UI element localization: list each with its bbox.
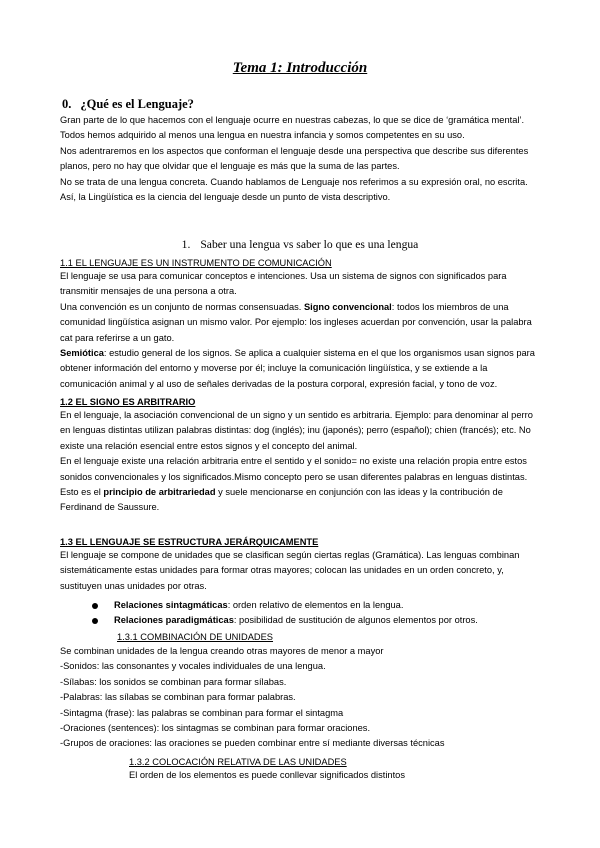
paragraph: Gran parte de lo que hacemos con el lenguaje ocurre en nuestras cabezas, lo que se dice de ‘gramática mental’. Todos hemos adquirido al menos una lengua en nuestra infancia y somos competentes en su uso. xyxy=(60,115,525,141)
list-item xyxy=(92,613,542,628)
paragraph: Así, la Lingüística es la ciencia del lenguaje desde un punto de vista descriptivo. xyxy=(60,192,391,203)
section-1-title: Saber una lengua vs saber lo que es una lengua xyxy=(200,238,419,251)
section-1-number: 1. xyxy=(181,238,191,251)
section-1-1-body xyxy=(60,269,540,392)
section-1-heading xyxy=(0,238,600,251)
section-1-2-body xyxy=(60,408,540,516)
section-1-1-heading: 1.1 EL LENGUAJE ES UN INSTRUMENTO DE COMUNICACIÓN xyxy=(60,258,332,268)
section-1-3-1-heading: 1.3.1 COMBINACIÓN DE UNIDADES xyxy=(117,632,274,642)
page-title: Tema 1: Introducción xyxy=(232,60,368,76)
list-line: -Sonidos: las consonantes y vocales individuales de una lengua. xyxy=(60,661,326,672)
list-item xyxy=(92,598,542,613)
section-1-3-1-body xyxy=(60,644,540,752)
paragraph xyxy=(60,346,540,392)
paragraph: El lenguaje se compone de unidades que se clasifican según ciertas reglas (Gramática). Las lenguas combinan sistemáticamente estas unidades para formar otras mayores; colocan las unidades en un orden concreto, y, sustituyen unas unidades por otras. xyxy=(60,550,520,591)
paragraph: En el lenguaje, la asociación convencional de un signo y un sentido es arbitraria. Ejemplo: para denominar al perro en lenguas distintas utilizan palabras distintas: dog (inglés); inu (japonés); perro (español); chien (francés); etc. No existe una relación esencial entre estos signos y el concepto del animal. xyxy=(60,410,533,451)
text-run: Una convención es un conjunto de normas consensuadas. xyxy=(60,301,304,312)
paragraph: En el lenguaje existe una relación arbitraria entre el sentido y el sonido= no existe una relación propia entre estos sonidos convencionales y los significados.Mismo concepto pero se usan diferentes palabras en lenguas distintas. xyxy=(60,456,528,482)
section-1-3-2-body: El orden de los elementos es puede conllevar significados distintos xyxy=(129,770,405,780)
list-line: -Oraciones (sentences): los sintagmas se combinan para formar oraciones. xyxy=(60,723,371,734)
term-signo-convencional: Signo convencional xyxy=(303,301,392,312)
list-line: -Sintagma (frase): las palabras se combinan para formar el sintagma xyxy=(60,707,344,718)
term-semiotica: Semiótica xyxy=(60,348,104,359)
section-0-heading xyxy=(62,97,194,112)
section-0-body xyxy=(60,113,540,205)
paragraph xyxy=(60,485,540,516)
section-1-2-heading: 1.2 EL SIGNO ES ARBITRARIO xyxy=(60,397,196,407)
list-line: -Palabras: las sílabas se combinan para formar palabras. xyxy=(60,692,296,703)
text-run: : orden relativo de elementos en la lengua. xyxy=(227,600,404,610)
list-line: -Grupos de oraciones: las oraciones se pueden combinar entre sí mediante diversas técnicas xyxy=(60,738,445,749)
section-1-3-2-heading: 1.3.2 COLOCACIÓN RELATIVA DE LAS UNIDADES xyxy=(129,757,347,767)
text-run: : posibilidad de sustitución de algunos elementos por otros. xyxy=(233,615,478,626)
term: Relaciones paradigmáticas xyxy=(114,615,234,626)
section-1-3-body xyxy=(60,548,540,594)
paragraph xyxy=(60,300,540,346)
list-line: Se combinan unidades de la lengua creando otras mayores de menor a mayor xyxy=(60,646,384,656)
paragraph: No se trata de una lengua concreta. Cuando hablamos de Lenguaje nos referimos a su expresión oral, no escrita. xyxy=(60,176,528,187)
section-0-number: 0. xyxy=(62,97,72,111)
paragraph: El lenguaje se usa para comunicar conceptos e intenciones. Usa un sistema de signos con significados para transmitir mensajes de una persona a otra. xyxy=(60,271,507,297)
section-1-3-heading: 1.3 EL LENGUAJE SE ESTRUCTURA JERÁRQUICAMENTE xyxy=(60,537,319,547)
list-line: -Sílabas: los sonidos se combinan para formar sílabas. xyxy=(60,676,287,687)
text-run: : estudio general de los signos. Se aplica a cualquier sistema en el que los organismos usan signos para obtener información del entorno y moverse por él; incluye la comunicación lingüística, y se extiende a la comunicación animal y al uso de señales derivadas de la postura corporal, expresión facial, y tono de voz. xyxy=(60,348,535,389)
bullet-icon xyxy=(92,603,98,609)
relations-list xyxy=(92,598,542,629)
text-run: : todos los miembros de una comunidad lingüística asignan un mismo valor. Por ejemplo: los ingleses acuerdan por convención, usar la palabra cat para referirse a un gato. xyxy=(60,301,532,343)
term-principio-arbitrariedad: principio de arbitrariedad xyxy=(103,487,216,498)
bullet-icon xyxy=(92,618,98,624)
text-run: y suele mencionarse en conjunción con las ideas y la contribución de Ferdinand de Saussure. xyxy=(60,487,503,513)
paragraph: Nos adentraremos en los aspectos que conforman el lenguaje desde una perspectiva que describe sus diferentes planos, pero no hay que olvidar que el lenguaje es más que la suma de las partes. xyxy=(60,145,529,172)
section-0-title: ¿Qué es el Lenguaje? xyxy=(80,97,194,111)
text-run: Esto es el xyxy=(60,487,104,498)
term: Relaciones sintagmáticas xyxy=(114,600,228,610)
